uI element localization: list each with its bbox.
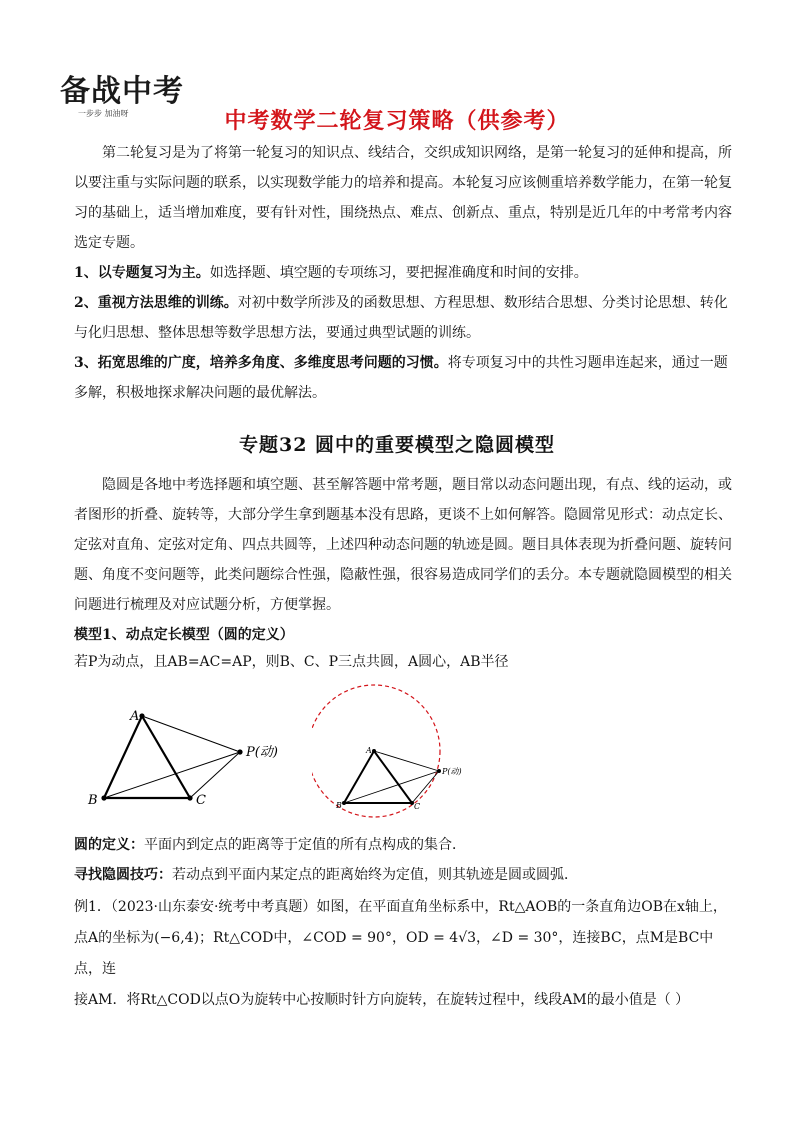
strategy-2-text: 对初中数学所涉及的函数思想、方程思想、数形结合思想、分类讨论思想、转化与化归思想、整体思想等数学思想方法，要通过典型试题的训练。 <box>74 295 728 341</box>
edge-AB <box>344 751 374 803</box>
edge-AB <box>104 716 142 798</box>
edge-AC <box>374 751 412 803</box>
strategy-3-text: 将专项复习中的共性习题串连起来，通过一题多解，积极地探求解决问题的最优解法。 <box>74 355 728 401</box>
example-line-2: 点A的坐标为(−6,4)；Rt△COD中，∠COD = 90°，OD = 4√3，∠D = 30°，连接BC，点M是BC中点，连 <box>74 930 714 977</box>
strategy-1-heading: 1、以专题复习为主。 <box>74 265 210 281</box>
strategy-1-text: 如选择题、填空题的专项练习，要把握准确度和时间的安排。 <box>209 265 588 281</box>
strategy-2 <box>74 288 734 348</box>
model1-title <box>74 622 734 648</box>
label-B: B <box>336 801 342 810</box>
label-C: C <box>196 793 206 808</box>
definition-technique <box>74 860 734 890</box>
page-title: 中考数学二轮复习策略（供参考） <box>224 109 570 134</box>
section-title: 专题32 圆中的重要模型之隐圆模型 <box>238 434 556 456</box>
point-B <box>342 801 346 805</box>
definition-circle-heading: 圆的定义： <box>74 837 144 853</box>
point-A <box>139 713 144 718</box>
label-A: A <box>130 709 140 724</box>
edge-AP <box>142 716 240 752</box>
point-A <box>372 749 376 753</box>
edge-CP <box>190 752 240 798</box>
label-P: P(动) <box>442 767 462 776</box>
edge-AC <box>142 716 190 798</box>
strategy-2-heading: 2、重视方法思维的训练。 <box>74 295 238 311</box>
point-P <box>237 749 242 754</box>
definition-circle <box>74 830 734 860</box>
strategy-3-heading: 3、拓宽思维的广度，培养多角度、多维度思考问题的习惯。 <box>74 355 448 371</box>
edge-BP <box>104 752 240 798</box>
strategy-1 <box>74 258 734 288</box>
definition-technique-text: 若动点到平面内某定点的距离始终为定值，则其轨迹是圆或圆弧． <box>172 867 578 883</box>
edge-AP <box>374 751 439 771</box>
intro-paragraph: 第二轮复习是为了将第一轮复习的知识点、线结合，交织成知识网络，是第一轮复习的延伸和提高，所以要注重与实际问题的联系，以实现数学能力的培养和提高。本轮复习应该侧重培养数学能力，在第一轮复习的基础上，适当增加难度，要有针对性，围绕热点、难点、创新点、重点，特别是近几年的中考常考内容选定专题。 <box>74 145 732 251</box>
logo-subtext: 一步步 加油呀 <box>78 109 129 118</box>
figure-triangle <box>80 706 280 814</box>
label-C: C <box>414 802 421 811</box>
logo-text: 备战中考 <box>60 74 184 109</box>
example-line-1: 例1．（2023·山东泰安·统考中考真题）如图，在平面直角坐标系中，Rt△AOB的一条直角边OB在x轴上， <box>74 899 727 915</box>
model1-title-text: 模型1、动点定长模型（圆的定义） <box>74 627 294 643</box>
example-1 <box>74 892 734 1016</box>
label-P: P(动) <box>246 745 278 760</box>
strategy-3 <box>74 348 734 408</box>
point-C <box>187 795 192 800</box>
figure-circle <box>312 680 472 822</box>
point-B <box>101 795 106 800</box>
model1-statement: 若P为动点，且AB=AC=AP，则B、C、P三点共圆，A圆心，AB半径 <box>74 654 509 670</box>
definition-technique-heading: 寻找隐圆技巧： <box>74 867 172 883</box>
definition-circle-text: 平面内到定点的距离等于定值的所有点构成的集合． <box>144 837 466 853</box>
label-B: B <box>88 793 98 808</box>
section-intro: 隐圆是各地中考选择题和填空题、甚至解答题中常考题，题目常以动态问题出现，有点、线的运动，或者图形的折叠、旋转等，大部分学生拿到题基本没有思路，更谈不上如何解答。隐圆常见形式：动点定长、定弦对直角、定弦对定角、四点共圆等，上述四种动态问题的轨迹是圆。题目具体表现为折叠问题、旋转问题、角度不变问题等，此类问题综合性强，隐蔽性强，很容易造成同学们的丢分。本专题就隐圆模型的相关问题进行梳理及对应试题分析，方便掌握。 <box>74 477 732 613</box>
point-P <box>437 769 441 773</box>
example-line-3: 接AM．将Rt△COD以点O为旋转中心按顺时针方向旋转，在旋转过程中，线段AM的最小值是（ ） <box>74 992 690 1008</box>
label-A: A <box>366 746 372 755</box>
